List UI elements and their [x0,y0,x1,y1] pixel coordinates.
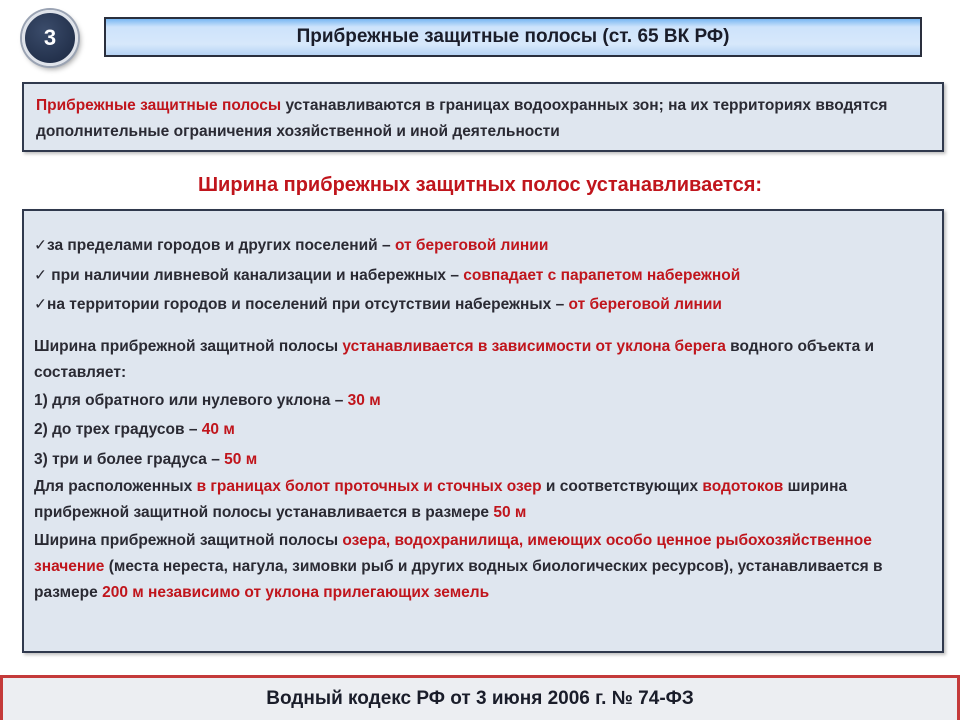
bogs-rule: Для расположенных в границах болот проточных и сточных озер и соответствующих водотоков ширина прибрежной защитной полосы устанавливается в размере 50 м [34,478,848,521]
slide-title: Прибрежные защитные полосы (ст. 65 ВК РФ) [296,26,730,47]
intro-panel [22,82,944,152]
footer-text: Водный кодекс РФ от 3 июня 2006 г. № 74-ФЗ [266,688,694,709]
check-item: ✓на территории городов и поселений при отсутствии набережных – от береговой линии [34,296,722,313]
checkmark-icon: ✓ [34,266,47,284]
subheading: Ширина прибрежных защитных полос устанавливается: [197,174,763,196]
main-panel [22,209,944,653]
intro-text: устанавливаются в границах водоохранных зон; на их территориях вводятся дополнительные ограничения хозяйственной и иной деятельности [36,97,888,140]
check-item: ✓за пределами городов и других поселений – от береговой линии [34,237,549,254]
slope-item: 3) три и более градуса – 50 м [34,450,258,468]
width-rule: Ширина прибрежной защитной полосы устанавливается в зависимости от уклона берега водного объекта и составляет: [34,337,875,381]
slope-item: 2) до трех градусов – 40 м [34,421,235,438]
checkmark-icon: ✓ [34,296,47,313]
slide-number: 3 [43,25,57,50]
slope-item: 1) для обратного или нулевого уклона – 30 м [34,391,381,409]
checkmark-icon: ✓ [34,237,47,254]
intro-highlight: Прибрежные защитные полосы [36,97,282,114]
slide-number-badge [22,10,78,66]
slide-title-bar [104,17,922,57]
check-item: ✓ при наличии ливневой канализации и набережных – совпадает с парапетом набережной [34,266,741,284]
footer-law-reference [0,675,960,720]
fishery-rule: Ширина прибрежной защитной полосы озера, водохранилища, имеющих особо ценное рыбохозяйственное значение (места нереста, нагула, зимовки рыб и других водных биологических ресурсов), устанавливается в размере 200 м независимо от уклона прилегающих земель [34,532,883,601]
